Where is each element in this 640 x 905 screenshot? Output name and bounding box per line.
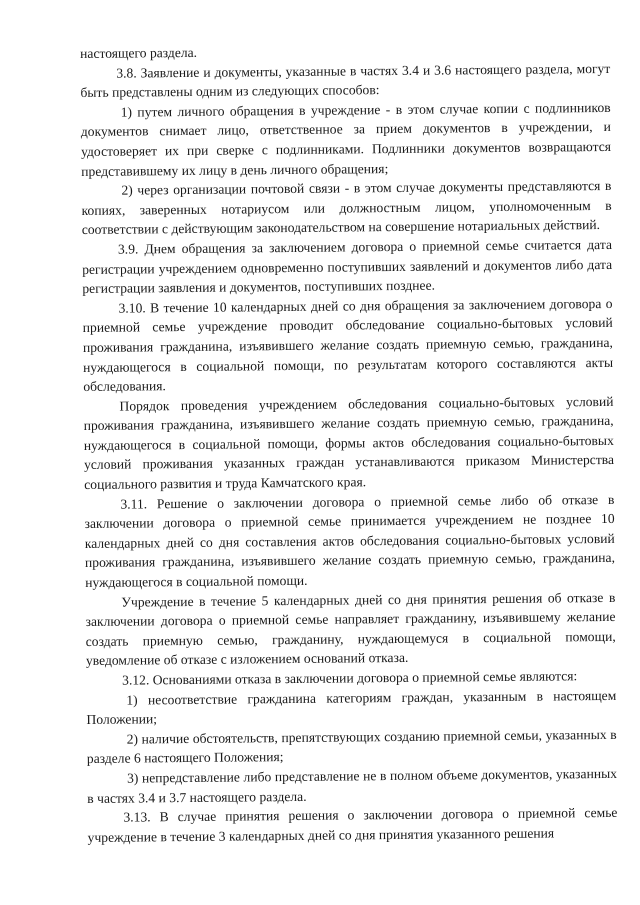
paragraph-3-12-item-3: 3) непредставление либо представление не в полном объеме документов, указанных в частях 3.4 и 3.7 настоящего раздела. <box>87 765 618 806</box>
paragraph-3-10: 3.10. В течение 10 календарных дней со дня обращения за заключением договора о приемной семье учреждение проводит обследование социально-бытовых условий проживания гражданина, изъявившего желание создать приемную семью, гражданина, нуждающегося в социальной помощи, по результатам которого составляются акты обследования. <box>82 295 614 395</box>
paragraph-3-12: 3.12. Основаниями отказа в заключении договора о приемной семье являются: <box>122 668 578 688</box>
paragraph-3-12-item-1: 1) несоответствие гражданина категориям граждан, указанным в настоящем Положении; <box>86 687 617 728</box>
paragraph-3-10-procedure: Порядок проведения учреждением обследования социально-бытовых условий проживания гражданина, изъявившего желание создать приемную семью, гражданина, нуждающегося в социальной помощи, формы актов обследования социально-бытовых условий проживания указанных граждан устанавливаются приказом Министерства социального развития и труда Камчатского края. <box>83 393 615 493</box>
paragraph-3-13: 3.13. В случае принятия решения о заключении договора о приемной семье учреждение в течение 3 календарных дней со дня принятия указанного решения <box>87 805 618 845</box>
document-page <box>80 39 618 847</box>
paragraph-3-11: 3.11. Решение о заключении договора о приемной семье либо об отказе в заключении договора о приемной семье принимается учреждением не позднее 10 календарных дней со дня составления актов обследования социально-бытовых условий проживания гражданина, изъявившего желание создать приемную семью, гражданина, нуждающегося в социальной помощи. <box>84 491 616 591</box>
paragraph-continuation: настоящего раздела. <box>80 44 198 61</box>
paragraph-3-8-item-1: 1) путем личного обращения в учреждение - в этом случае копии с подлинников документов снимает лицо, ответственное за прием документов в учреждении, и удостоверяет их при сверке с подлинниками. Подлинники документов возвращаются представившему их лицу в день личного обращения; <box>80 99 612 179</box>
paragraph-3-8: 3.8. Заявление и документы, указанные в частях 3.4 и 3.6 настоящего раздела, могут быть представлены одним из следующих способов: <box>80 60 611 101</box>
paragraph-3-9: 3.9. Днем обращения за заключением договора о приемной семье считается дата регистрации учреждением одновременно поступивших заявлений и документов либо дата регистрации заявления и документов, поступивших позднее. <box>82 236 613 297</box>
paragraph-3-11-notice: Учреждение в течение 5 календарных дней со дня принятия решения об отказе в заключении договора о приемной семье направляет гражданину, изъявившему желание создать приемную семью, гражданину, нуждающемуся в социальной помощи, уведомление об отказе с изложением оснований отказа. <box>85 589 616 669</box>
paragraph-3-8-item-2: 2) через организации почтовой связи - в этом случае документы представляются в копиях, заверенных нотариусом или должностным лицом, уполномоченным в соответствии с действующим законодательством на совершение нотариальных действий. <box>81 178 612 238</box>
paragraph-3-12-item-2: 2) наличие обстоятельств, препятствующих созданию приемной семьи, указанных в разделе 6 настоящего Положения; <box>86 726 617 767</box>
